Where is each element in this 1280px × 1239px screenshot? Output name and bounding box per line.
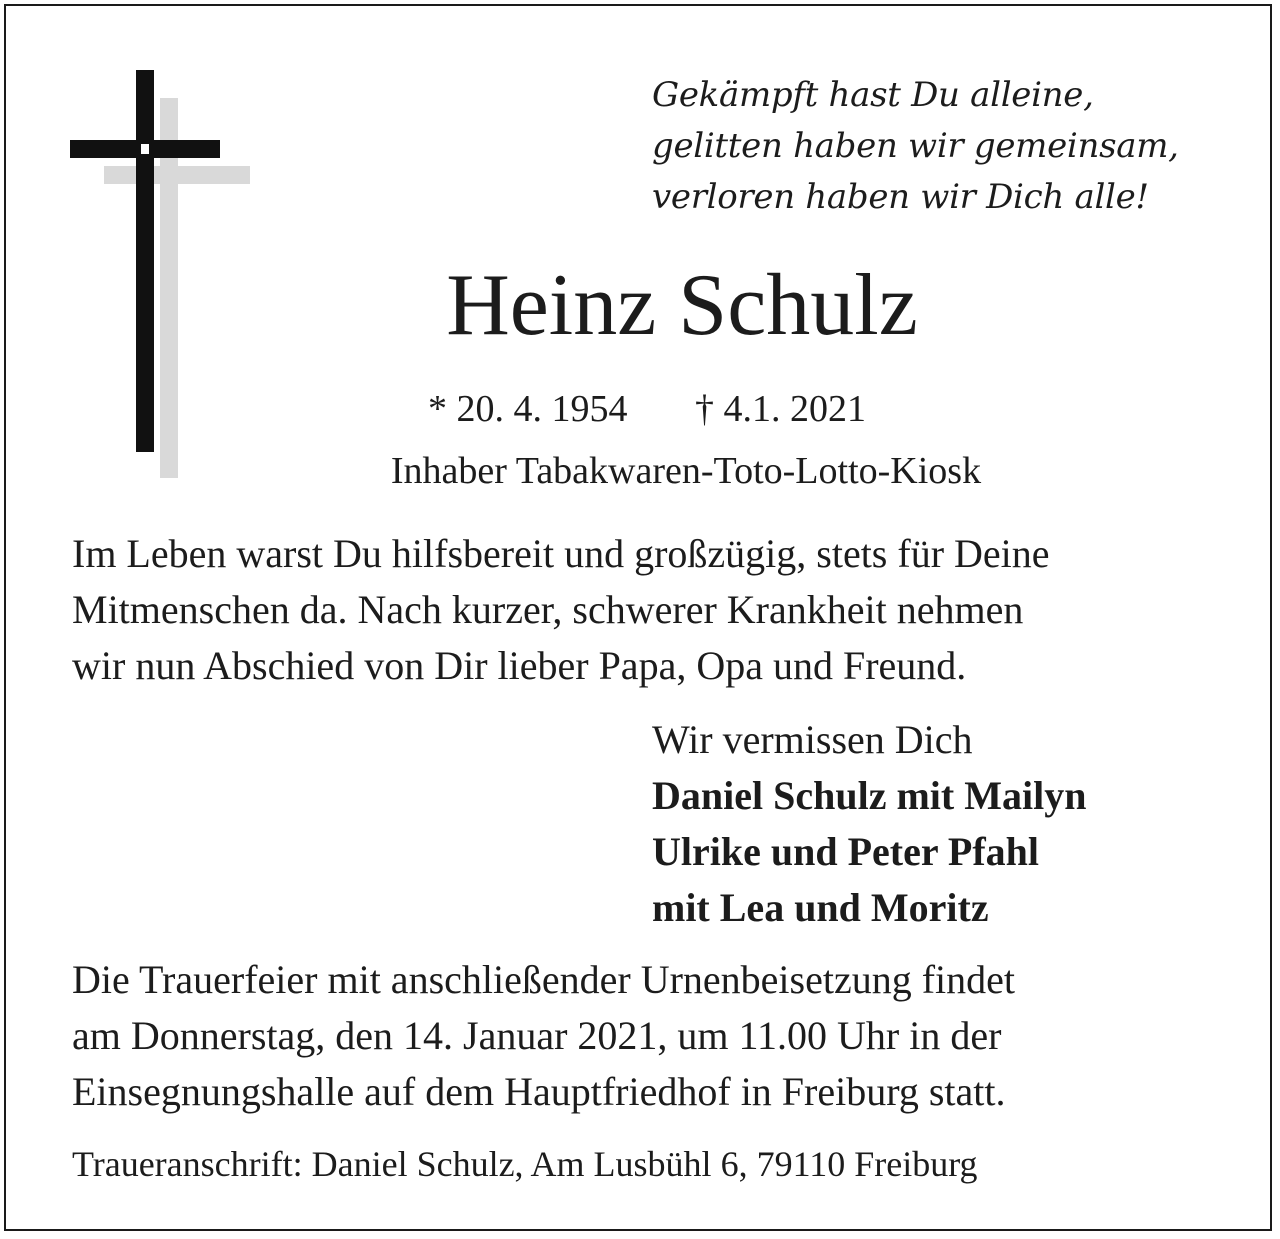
tribute-line: wir nun Abschied von Dir lieber Papa, Opa und Freund. (72, 643, 967, 688)
motto-line: Gekämpft hast Du alleine, (652, 75, 1094, 115)
deceased-name: Heinz Schulz (446, 257, 918, 354)
life-dates (428, 386, 988, 432)
occupation: Inhaber Tabakwaren-Toto-Lotto-Kiosk (390, 450, 982, 492)
tribute-line: Mitmenschen da. Nach kurzer, schwerer Krankheit nehmen (72, 587, 1024, 632)
motto-line: gelitten haben wir gemeinsam, (652, 126, 1179, 166)
motto-line: verloren haben wir Dich alle! (652, 177, 1149, 217)
mourners-intro: Wir vermissen Dich (652, 717, 973, 762)
obituary-notice (4, 4, 1272, 1231)
tribute-paragraph (72, 526, 1212, 694)
tribute-line: Im Leben warst Du hilfsbereit und großzügig, stets für Deine (72, 531, 1050, 576)
ceremony-line: am Donnerstag, den 14. Januar 2021, um 11.00 Uhr in der (72, 1013, 1002, 1058)
mourner-name: mit Lea und Moritz (652, 885, 989, 930)
mourner-name: Ulrike und Peter Pfahl (652, 829, 1040, 874)
birth-date: * 20. 4. 1954 (428, 388, 628, 430)
mourning-address: Traueranschrift: Daniel Schulz, Am Lusbühl 6, 79110 Freiburg (72, 1144, 978, 1184)
motto-verse (652, 70, 1252, 223)
death-date: † 4.1. 2021 (695, 388, 866, 430)
ceremony-line: Einsegnungshalle auf dem Hauptfriedhof in Freiburg statt. (72, 1069, 1006, 1114)
mourner-name: Daniel Schulz mit Mailyn (652, 773, 1087, 818)
ceremony-line: Die Trauerfeier mit anschließender Urnenbeisetzung findet (72, 957, 1016, 1002)
ceremony-paragraph (72, 952, 1212, 1120)
mourners-block (652, 712, 1252, 936)
